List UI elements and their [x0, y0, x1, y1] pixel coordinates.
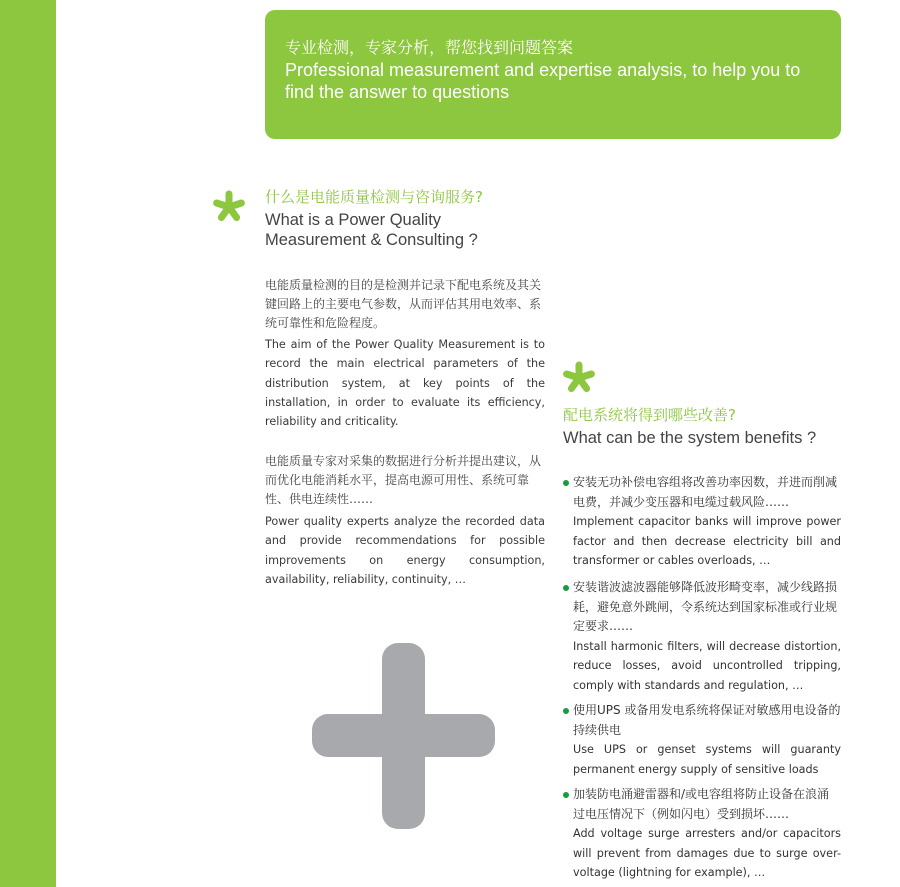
section1-para1-en: The aim of the Power Quality Measurement is to record the main electrical parameters of the distribution system, at key points of the installation, in order to evaluate its efficiency, reliability and criticality. — [265, 338, 545, 429]
bullet-dot-icon — [563, 792, 569, 798]
bullet-dot-icon — [563, 708, 569, 714]
benefit-text-cn: 使用UPS 或备用发电系统将保证对敏感用电设备的持续供电 — [573, 703, 841, 737]
benefit-text-cn: 安装无功补偿电容组将改善功率因数，并进而削减电费，并减少变压器和电缆过载风险…… — [573, 475, 838, 509]
section2-question-en: What can be the system benefits ? — [563, 429, 817, 447]
section1-question-en: What is a Power Quality Measurement & Consulting ? — [265, 211, 478, 249]
banner-title-cn: 专业检测，专家分析，帮您找到问题答案 — [285, 38, 574, 57]
section1-para2-cn: 电能质量专家对采集的数据进行分析并提出建议，从而优化电能消耗水平，提高电源可用性、系统可靠性、供电连续性…… — [265, 454, 542, 506]
section1-question-cn: 什么是电能质量检测与咨询服务? — [265, 188, 483, 206]
benefit-text-en: Add voltage surge arresters and/or capacitors will prevent from damages due to surge over-voltage (lightning for example), … — [573, 827, 841, 879]
section1-para2-en: Power quality experts analyze the recorded data and provide recommendations for possible improvements on energy consumption, availability, reliability, continuity, … — [265, 515, 545, 586]
left-green-bar — [0, 0, 56, 887]
benefit-item — [563, 473, 841, 571]
benefit-text-en: Install harmonic filters, will decrease distortion, reduce losses, avoid uncontrolled tripping, comply with standards and regulation, … — [573, 639, 841, 692]
asterisk-star-icon — [562, 361, 596, 395]
benefit-text-en: Use UPS or genset systems will guaranty permanent energy supply of sensitive loads — [573, 743, 841, 776]
bullet-dot-icon — [563, 480, 569, 486]
benefit-text-cn: 加装防电涌避雷器和/或电容组将防止设备在浪涌过电压情况下（例如闪电）受到损坏…… — [573, 787, 830, 821]
benefit-item — [563, 785, 841, 883]
benefit-item — [563, 578, 841, 695]
bullet-dot-icon — [563, 585, 569, 591]
plus-icon — [312, 643, 495, 829]
header-banner — [265, 10, 841, 139]
asterisk-star-icon — [212, 190, 246, 224]
section2-question-cn: 配电系统将得到哪些改善? — [563, 406, 736, 424]
benefit-text-cn: 安装谐波滤波器能够降低波形畸变率，减少线路损耗，避免意外跳闸，令系统达到国家标准或行业规定要求…… — [573, 580, 838, 633]
benefit-text-en: Implement capacitor banks will improve power factor and then decrease electricity bill and transformer or cables overloads, … — [573, 515, 841, 567]
section1-para1-cn: 电能质量检测的目的是检测并记录下配电系统及其关键回路上的主要电气参数，从而评估其用电效率、系统可靠性和危险程度。 — [265, 278, 542, 330]
benefit-item — [563, 701, 841, 779]
banner-title-en: Professional measurement and expertise analysis, to help you to find the answer to questions — [285, 60, 801, 102]
